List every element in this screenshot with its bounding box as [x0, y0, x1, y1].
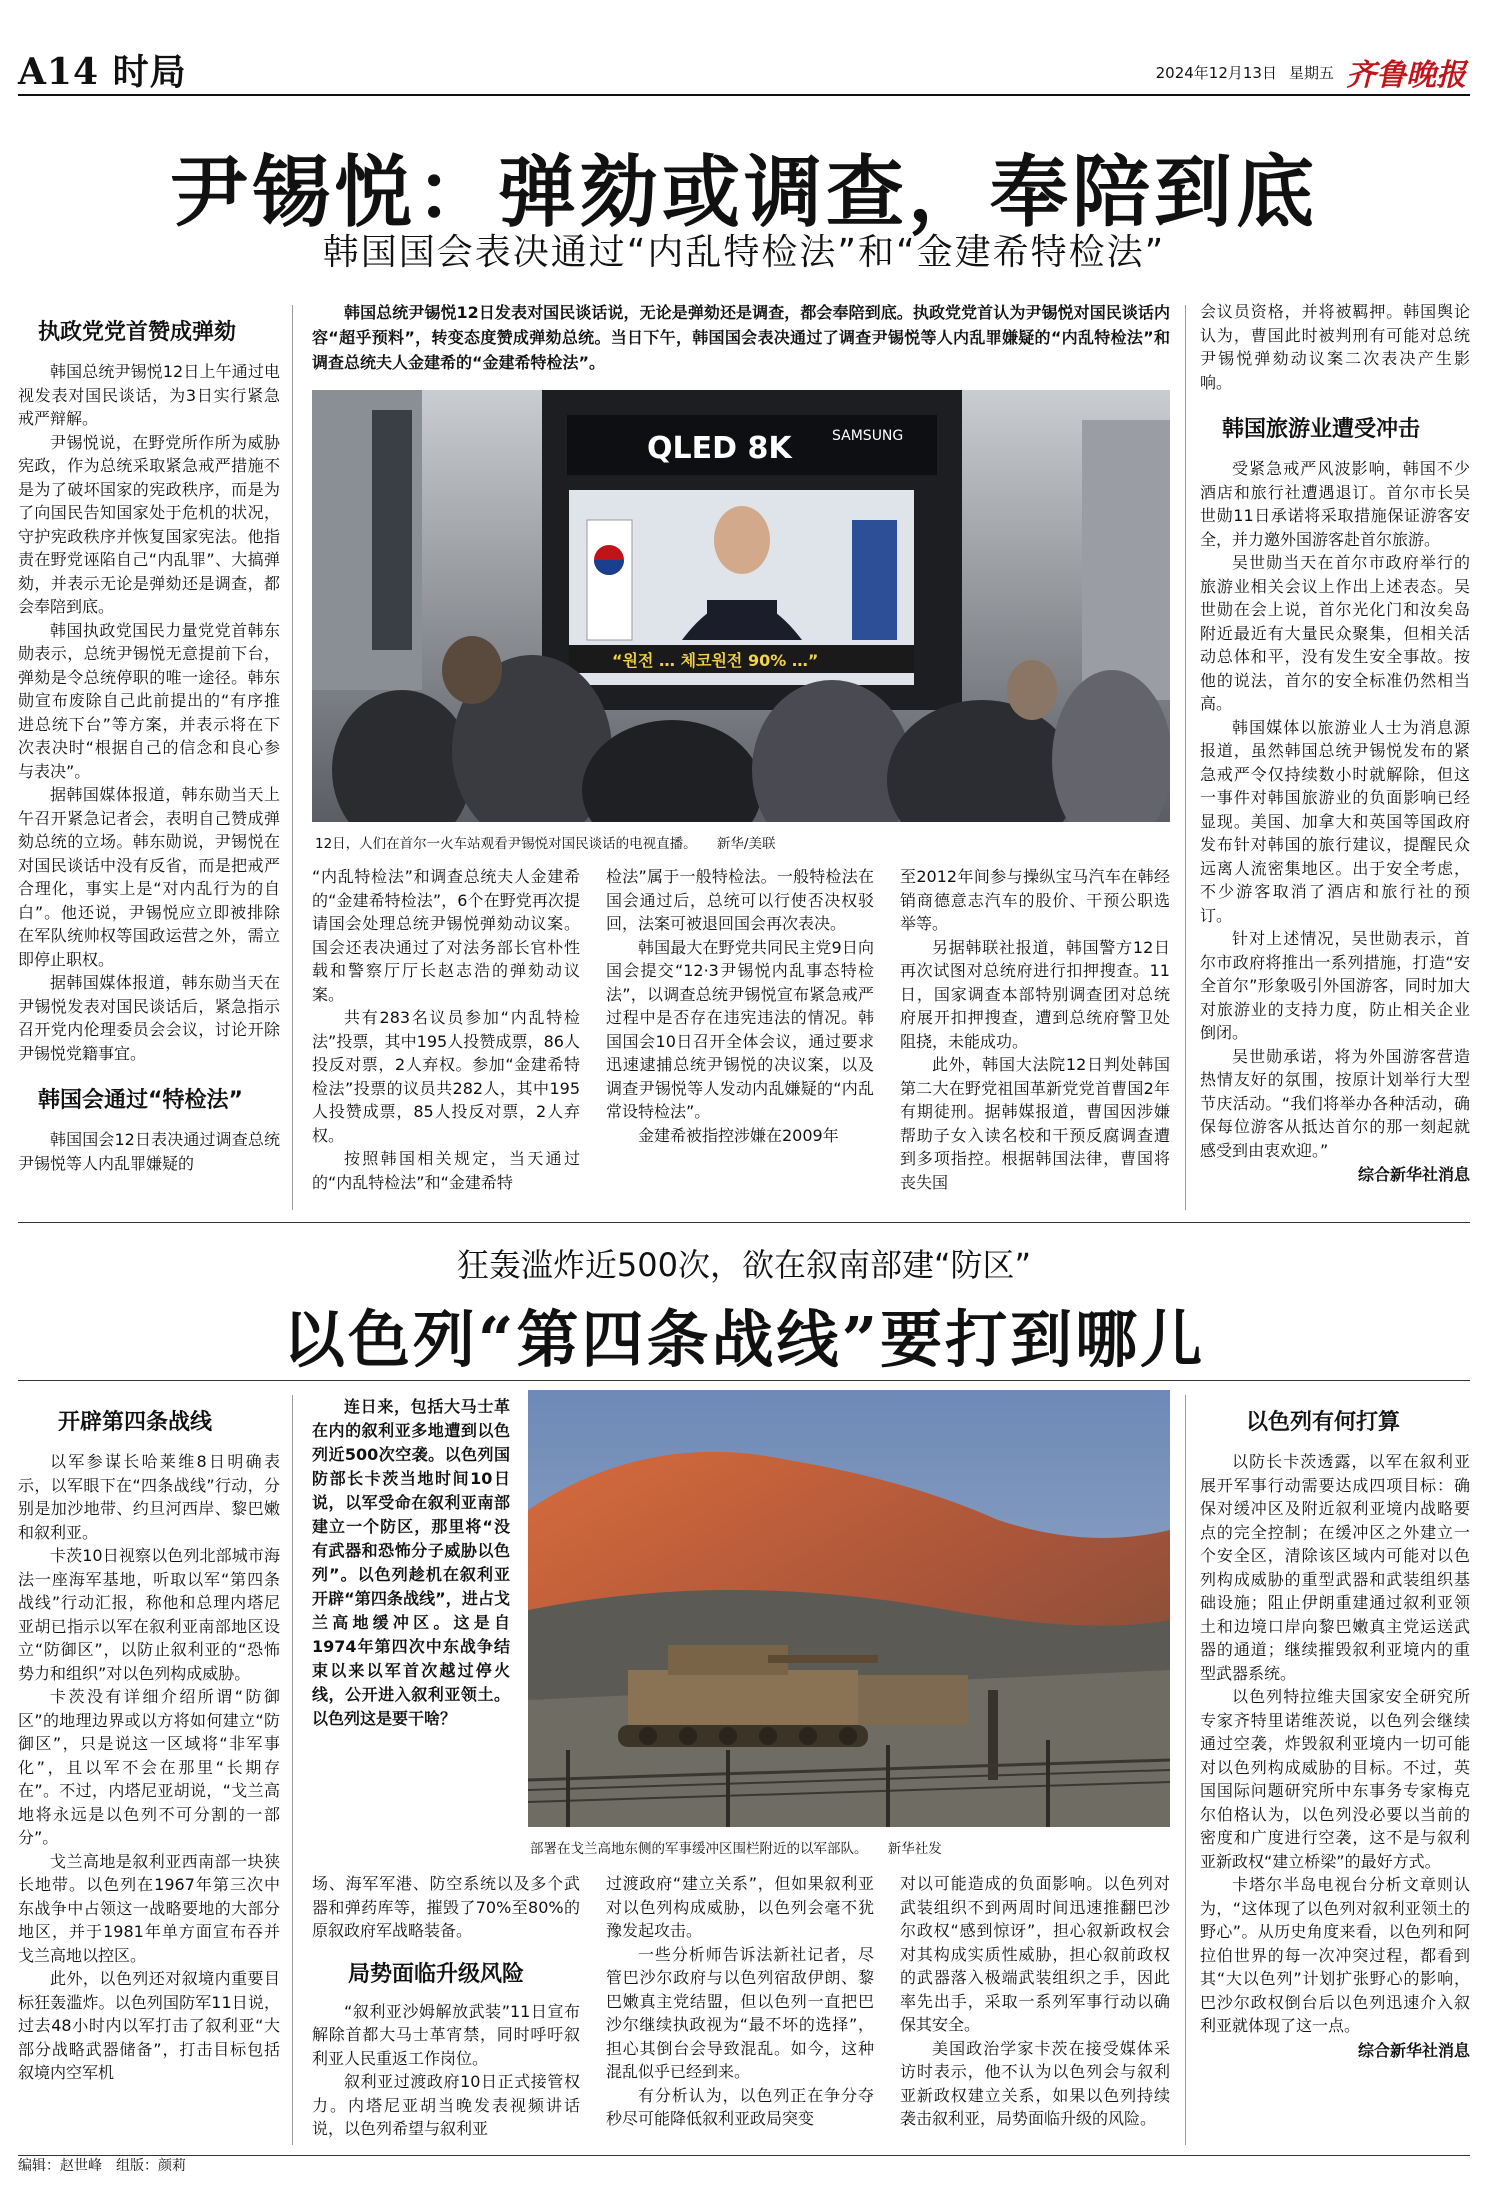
paragraph: 按照韩国相关规定，当天通过的“内乱特检法”和“金建希特	[312, 1149, 580, 1192]
tv-broadcast-photo	[312, 390, 1170, 822]
paragraph: 此外，以色列还对叙境内重要目标狂轰滥炸。以色列国防军11日说，过去48小时内以军打击了叙利亚“大部分战略武器储备”，打击目标包括叙境内空军机	[18, 1969, 280, 2082]
paragraph: 尹锡悦说，在野党所作所为威胁宪政，作为总统采取紧急戒严措施不是为了破坏国家的宪政秩序，而是为了向国民告知国家处于危机的状况，守护宪政秩序并恢复国家宪法。他指责在野党诬陷自己“内乱罪”、大搞弹劾，并表示无论是弹劾还是调查，都会奉陪到底。	[18, 432, 280, 616]
masthead-rule	[18, 94, 1470, 96]
paragraph: 共有283名议员参加“内乱特检法”投票，其中195人投赞成票，86人投反对票，2人弃权。参加“金建希特检法”投票的议员共282人，其中195人投赞成票，85人投反对票，2人弃权。	[312, 1008, 580, 1145]
paragraph: 据韩国媒体报道，韩东勋当天上午召开紧急记者会，表明自己赞成弹劾总统的立场。韩东勋说，尹锡悦在对国民谈话中没有反省，而是把戒严合理化，事实上是“对内乱行为的自白”。他还说，尹锡悦应立即被排除在军队统帅权等国政运营之外，需立即停止职权。	[18, 785, 280, 969]
article2-lead: 连日来，包括大马士革在内的叙利亚多地遭到以色列近500次空袭。以色列国防部长卡茨当地时间10日说，以军受命在叙利亚南部建立一个防区，那里将“没有武器和恐怖分子威胁以色列”。以色列趁机在叙利亚开辟“第四条战线”，进占戈兰高地缓冲区。这是自1974年第四次中东战争结束以来以军首次越过停火线，公开进入叙利亚领土。以色列这是要干啥？	[312, 1397, 510, 1728]
article2-col1	[18, 1405, 280, 2085]
article1-col2	[312, 865, 580, 1194]
column-divider	[1185, 305, 1186, 1210]
paragraph: 以军参谋长哈莱维8日明确表示，以军眼下在“四条战线”行动，分别是加沙地带、约旦河西岸、黎巴嫩和叙利亚。	[18, 1452, 280, 1542]
paragraph: 卡塔尔半岛电视台分析文章则认为，“这体现了以色列对叙利亚领土的野心”。从历史角度来看，以色列和阿拉伯世界的每一次冲突过程，都看到其“大以色列”计划扩张野心的影响，巴沙尔政权倒台后以色列迅速介入叙利亚就体现了这一点。	[1200, 1875, 1470, 2035]
editor-credit: 编辑：赵世峰 组版：颜莉	[18, 2158, 186, 2174]
paragraph: 会议员资格，并将被羁押。韩国舆论认为，曹国此时被判刑有可能对总统尹锡悦弹劾动议案二次表决产生影响。	[1200, 302, 1470, 392]
column-divider	[292, 305, 293, 1210]
paragraph: 美国政治学家卡茨在接受媒体采访时表示，他不认为以色列会与叙利亚新政权建立关系，如果以色列持续袭击叙利亚，局势面临升级的风险。	[900, 2038, 1170, 2128]
section-heading: 以色列有何打算	[1246, 1410, 1401, 1435]
paragraph: 金建希被指控涉嫌在2009年	[638, 1125, 839, 1145]
paragraph: “内乱特检法”和调查总统夫人金建希的“金建希特检法”，6个在野党再次提请国会处理总统尹锡悦弹劾动议案。国会还表决通过了对法务部长官朴性载和警察厅厅长赵志浩的弹劾动议案。	[312, 867, 580, 1004]
golan-troops-photo	[528, 1390, 1170, 1827]
paragraph: 受紧急戒严风波影响，韩国不少酒店和旅行社遭遇退订。首尔市长吴世勋11日承诺将采取措施保证游客安全，并力邀外国游客赴首尔旅游。	[1200, 459, 1470, 549]
article1-col4	[900, 865, 1170, 1194]
military-scene-image	[528, 1390, 1170, 1827]
article1-title: 尹锡悦：弹劾或调查，奉陪到底	[169, 147, 1318, 238]
article1-lead: 韩国总统尹锡悦12日发表对国民谈话说，无论是弹劾还是调查，都会奉陪到底。执政党党首认为尹锡悦对国民谈话内容“超乎预料”，转变态度赞成弹劾总统。当日下午，韩国国会表决通过了调查尹锡悦等人内乱罪嫌疑的“内乱特检法”和调查总统夫人金建希的“金建希特检法”。	[312, 303, 1170, 372]
footer-rule	[18, 2155, 1470, 2156]
paragraph: 叙利亚过渡政府10日正式接管权力。内塔尼亚胡当晚发表视频讲话说，以色列希望与叙利亚	[312, 2072, 580, 2138]
paragraph: 至2012年间参与操纵宝马汽车在韩经销商德意志汽车的股价、干预公职选举等。	[900, 867, 1170, 933]
masthead-meta	[1156, 50, 1466, 94]
section-heading: 韩国会通过“特检法”	[38, 1088, 243, 1113]
page-label: A14 时局	[18, 51, 187, 93]
photo-caption: 部署在戈兰高地东侧的军事缓冲区围栏附近的以军部队。 新华社发	[530, 1841, 942, 1857]
paragraph: 对以可能造成的负面影响。以色列对武装组织不到两周时间迅速推翻巴沙尔政权“感到惊讶”，担心叙新政权会对其构成实质性威胁，担心叙前政权的武器落入极端武装组织之手，因此率先出手，采取一系列军事行动以确保其安全。	[900, 1874, 1170, 2034]
article1-subtitle: 韩国国会表决通过“内乱特检法”和“金建希特检法”	[322, 232, 1166, 273]
article-credit: 综合新华社消息	[1357, 2040, 1470, 2060]
section-heading: 韩国旅游业遭受冲击	[1222, 417, 1421, 442]
photo-caption: 12日，人们在首尔一火车站观看尹锡悦对国民谈话的电视直播。 新华/美联	[315, 836, 776, 852]
paragraph: 场、海军军港、防空系统以及多个武器和弹药库等，摧毁了70%至80%的原叙政府军战略装备。	[312, 1874, 580, 1940]
paragraph: 韩国国会12日表决通过调查总统尹锡悦等人内乱罪嫌疑的	[18, 1130, 280, 1173]
tv-maker-text: SAMSUNG	[832, 428, 904, 444]
paragraph: 有分析认为，以色列正在争分夺秒尽可能降低叙利亚政局突变	[606, 2085, 874, 2128]
article2-kicker: 狂轰滥炸近500次，欲在叙南部建“防区”	[456, 1246, 1032, 1284]
article2-col5	[1200, 1405, 1470, 2061]
section-heading: 局势面临升级风险	[348, 1961, 525, 1987]
section-heading: 执政党党首赞成弹劾	[38, 320, 237, 345]
paragraph: 韩国总统尹锡悦12日上午通过电视发表对国民谈话，为3日实行紧急戒严辩解。	[18, 362, 280, 428]
paragraph: 此外，韩国大法院12日判处韩国第二大在野党祖国革新党党首曹国2年有期徒刑。据韩媒报道，曹国因涉嫌帮助子女入读名校和干预反腐调查遭到多项指控。根据韩国法律，曹国将丧失国	[900, 1055, 1170, 1192]
article1-col5	[1200, 300, 1470, 1185]
column-divider	[1185, 1395, 1186, 2145]
paragraph: 针对上述情况，吴世勋表示，首尔市政府将推出一系列措施，打造“安全首尔”形象吸引外国游客，同时加大对旅游业的支持力度，防止相关企业倒闭。	[1200, 929, 1470, 1042]
paragraph: 韩国最大在野党共同民主党9日向国会提交“12·3尹锡悦内乱事态特检法”，以调查总统尹锡悦宣布紧急戒严过程中是否存在违宪违法的情况。韩国国会10日召开全体会议，通过要求迅速逮捕总统尹锡悦的决议案，以及调查尹锡悦等人发动内乱嫌疑的“内乱常设特检法”。	[606, 937, 874, 1121]
paragraph: 一些分析师告诉法新社记者，尽管巴沙尔政府与以色列宿敌伊朗、黎巴嫩真主党结盟，但以色列一直把巴沙尔继续执政视为“最不坏的选择”，担心其倒台会导致混乱。如今，这种混乱似乎已经到来。	[606, 1944, 874, 2081]
paragraph: 吴世勋当天在首尔市政府举行的旅游业相关会议上作出上述表态。吴世勋在会上说，首尔光化门和汝矣岛附近最近有大量民众聚集，但相关活动总体和平，没有发生安全事故。按他的说法，首尔的安全标准仍然相当高。	[1200, 553, 1470, 713]
article2-title: 以色列“第四条战线”要打到哪儿	[282, 1303, 1206, 1376]
article2-col3	[606, 1872, 874, 2131]
paragraph: 吴世勋承诺，将为外国游客营造热情友好的氛围，按原计划举行大型节庆活动。“我们将举办各种活动，确保每位游客从抵达首尔的那一刻起就感受到由衷欢迎。”	[1200, 1046, 1470, 1160]
article1-col3	[606, 865, 874, 1147]
issue-weekday: 星期五	[1288, 63, 1334, 82]
paragraph: 以色列特拉维夫国家安全研究所专家齐特里诺维茨说，以色列会继续通过空袭，炸毁叙利亚境内一切可能对以色列构成威胁的目标。不过，英国国际问题研究所中东事务专家梅克尔伯格认为，以色列没必要以当前的密度和广度进行空袭，这不是与叙利亚新政权“建立桥梁”的最好方式。	[1200, 1687, 1470, 1871]
article2-rule	[18, 1380, 1470, 1381]
column-divider	[292, 1395, 293, 2145]
paragraph: 据韩国媒体报道，韩东勋当天在尹锡悦发表对国民谈话后，紧急指示召开党内伦理委员会会议，讨论开除尹锡悦党籍事宜。	[18, 973, 280, 1063]
paragraph: 韩国执政党国民力量党党首韩东勋表示，总统尹锡悦无意提前下台，弹劾是令总统停职的唯一途径。韩东勋宣布废除自己此前提出的“有序推进总统下台”等方案，并表示将在下次表决时“根据自己的信念和良心参与表决”。	[18, 620, 280, 781]
issue-date: 2024年12月13日	[1155, 63, 1277, 82]
article-separator	[18, 1222, 1470, 1223]
paragraph: 戈兰高地是叙利亚西南部一块狭长地带。以色列在1967年第三次中东战争中占领这一战略要地的大部分地区，并于1981年单方面宣布吞并戈兰高地以控区。	[18, 1851, 280, 1965]
article2-col4	[900, 1872, 1170, 2131]
tv-brand-text: QLED 8K	[647, 431, 792, 466]
article2-col2	[312, 1872, 580, 2141]
paragraph: 检法”属于一般特检法。一般特检法在国会通过后，总统可以行使否决权驳回，法案可被退回国会再次表决。	[606, 867, 874, 933]
article1-col1	[18, 315, 280, 1175]
paragraph: “叙利亚沙姆解放武装”11日宣布解除首都大马士革宵禁，同时呼吁叙利亚人民重返工作岗位。	[312, 2001, 580, 2068]
paragraph: 过渡政府“建立关系”，但如果叙利亚对以色列构成威胁，以色列会毫不犹豫发起攻击。	[606, 1874, 874, 1940]
paper-logo: 齐鲁晚报	[1346, 58, 1466, 93]
section-heading: 开辟第四条战线	[58, 1410, 213, 1435]
paragraph: 以防长卡茨透露，以军在叙利亚展开军事行动需要达成四项目标：确保对缓冲区及附近叙利亚境内战略要点的完全控制；在缓冲区之外建立一个安全区，清除该区域内可能对以色列构成威胁的重型武器和武装组织基础设施；阻止伊朗重建通过叙利亚领土和边境口岸向黎巴嫩真主党运送武器的通道；继续摧毁叙利亚境内的重型武器系统。	[1200, 1452, 1470, 1683]
tv-ticker-text: “원전 … 체코원전 90% …”	[612, 651, 819, 670]
paragraph: 韩国媒体以旅游业人士为消息源报道，虽然韩国总统尹锡悦发布的紧急戒严令仅持续数小时就解除，但这一事件对韩国旅游业的负面影响已经显现。美国、加拿大和英国等国政府发布针对韩国的旅行建议，提醒民众远离人流密集地区。出于安全考虑，不少游客取消了酒店和旅行社的预订。	[1200, 717, 1470, 925]
station-scene-image	[312, 390, 1170, 822]
article-credit: 综合新华社消息	[1357, 1165, 1470, 1184]
paragraph: 另据韩联社报道，韩国警方12日再次试图对总统府进行扣押搜查。11日，国家调查本部特别调查团对总统府展开扣押搜查，遭到总统府警卫处阻挠，未能成功。	[900, 937, 1170, 1051]
paragraph: 卡茨没有详细介绍所谓“防御区”的地理边界或以方将如何建立“防御区”，只是说这一区域将“非军事化”，且以军不会在那里“长期存在”。不过，内塔尼亚胡说，“戈兰高地将永远是以色列不可分割的一部分”。	[18, 1687, 280, 1847]
paragraph: 卡茨10日视察以色列北部城市海法一座海军基地，听取以军“第四条战线”行动汇报，称他和总理内塔尼亚胡已指示以军在叙利亚南部地区设立“防御区”，以防止叙利亚的“恐怖势力和组织”对以色列构成威胁。	[18, 1546, 280, 1683]
